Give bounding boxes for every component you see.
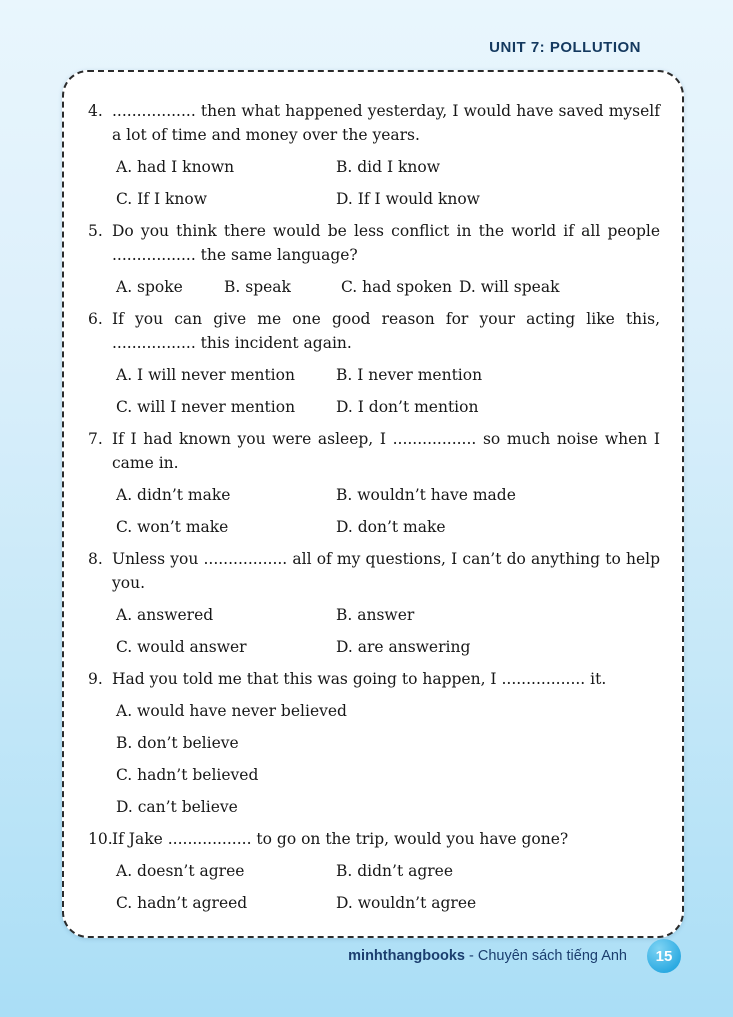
- question-options: [116, 603, 660, 659]
- question-text: ................. then what happened yesterday, I would have saved myself a lot of time and money over the years.: [112, 102, 660, 144]
- answer-option-c: C. If I know: [116, 190, 207, 208]
- answer-option-a: A. I will never mention: [116, 366, 295, 384]
- answer-option-a: A. didn’t make: [116, 486, 231, 504]
- page-number-badge: [647, 939, 681, 973]
- question-item-4: [64, 99, 660, 211]
- answer-option-a: A. answered: [116, 606, 214, 624]
- question-number: 6.: [88, 310, 103, 328]
- question-options: [116, 363, 660, 419]
- question-options: [116, 275, 660, 299]
- question-text: If you can give me one good reason for your acting like this, ................. this incident again.: [112, 310, 660, 352]
- question-text: If Jake ................. to go on the trip, would you have gone?: [112, 830, 569, 848]
- answer-option-c: C. won’t make: [116, 518, 229, 536]
- question-item-8: [64, 547, 660, 659]
- question-text: If I had known you were asleep, I ................. so much noise when I came in.: [112, 430, 660, 472]
- answer-option-d: D. If I would know: [336, 190, 480, 208]
- question-item-6: [64, 307, 660, 419]
- answer-option-c: C. had spoken: [341, 278, 452, 296]
- question-item-9: [64, 667, 660, 819]
- footer-tagline: Chuyên sách tiếng Anh: [477, 948, 627, 964]
- answer-option-d: D. will speak: [459, 278, 560, 296]
- answer-option-d: D. are answering: [336, 638, 471, 656]
- answer-option-b: B. did I know: [336, 158, 440, 176]
- question-number: 7.: [88, 430, 103, 448]
- exercise-sheet: [62, 70, 684, 938]
- question-options: [116, 483, 660, 539]
- question-number: 8.: [88, 550, 103, 568]
- answer-option-a: A. would have never believed: [116, 702, 347, 720]
- question-number: 9.: [88, 670, 103, 688]
- answer-option-d: D. wouldn’t agree: [336, 894, 477, 912]
- question-item-10: [64, 827, 660, 915]
- answer-option-c: C. will I never mention: [116, 398, 296, 416]
- answer-option-a: A. spoke: [116, 278, 183, 296]
- unit-title: UNIT 7: POLLUTION: [489, 39, 641, 56]
- answer-option-d: D. I don’t mention: [336, 398, 479, 416]
- question-number: 10.: [88, 830, 113, 848]
- answer-option-a: A. doesn’t agree: [116, 862, 245, 880]
- answer-option-b: B. answer: [336, 606, 415, 624]
- answer-option-d: D. don’t make: [336, 518, 446, 536]
- answer-option-b: B. I never mention: [336, 366, 483, 384]
- question-item-5: [64, 219, 660, 299]
- question-options: [116, 859, 660, 915]
- answer-option-b: B. didn’t agree: [336, 862, 454, 880]
- answer-option-c: C. would answer: [116, 638, 247, 656]
- question-text: Do you think there would be less conflict in the world if all people ................. the same language?: [112, 222, 660, 264]
- question-text: Had you told me that this was going to happen, I ................. it.: [112, 670, 607, 688]
- answer-option-d: D. can’t believe: [116, 798, 238, 816]
- question-number: 4.: [88, 102, 103, 120]
- page-number: 15: [655, 947, 673, 965]
- question-options: [116, 699, 660, 819]
- answer-option-b: B. speak: [224, 278, 291, 296]
- answer-option-c: C. hadn’t agreed: [116, 894, 248, 912]
- footer-separator: -: [464, 948, 478, 964]
- answer-option-a: A. had I known: [116, 158, 235, 176]
- answer-option-b: B. don’t believe: [116, 734, 239, 752]
- question-options: [116, 155, 660, 211]
- footer-credit: [348, 948, 627, 964]
- question-item-7: [64, 427, 660, 539]
- answer-option-c: C. hadn’t believed: [116, 766, 259, 784]
- answer-option-b: B. wouldn’t have made: [336, 486, 516, 504]
- question-text: Unless you ................. all of my questions, I can’t do anything to help you.: [112, 550, 660, 592]
- publisher-brand: minhthangbooks: [348, 948, 465, 964]
- question-number: 5.: [88, 222, 103, 240]
